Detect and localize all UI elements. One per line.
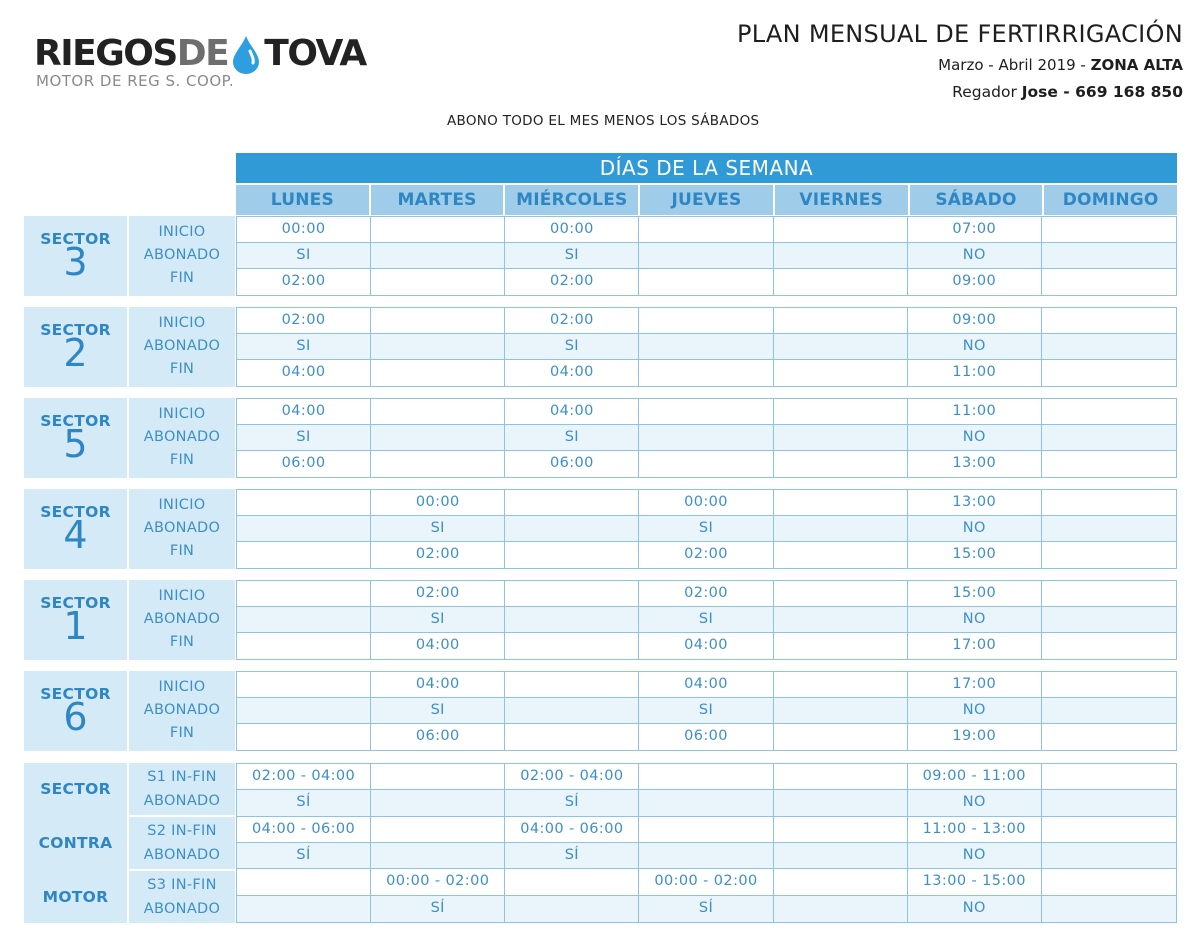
motor-schedule-cell [1042,764,1176,790]
sector-label: SECTOR [40,321,111,339]
motor-schedule-cell [639,843,773,869]
schedule-cell [505,724,639,750]
motor-schedule-cell: SÍ [237,790,371,816]
inicio-label: INICIO [158,224,206,240]
schedule-cell [237,542,371,568]
schedule-cell [1042,633,1176,659]
period-text: Marzo - Abril 2019 - [938,56,1091,74]
day-header: MIÉRCOLES [505,185,638,215]
sector-block [24,580,1177,660]
schedule-cell: SI [237,425,371,451]
motor-schedule-cell: NO [908,790,1042,816]
day-header: MARTES [371,185,504,215]
inicio-label: INICIO [158,497,206,513]
schedule-cell: 11:00 [908,399,1042,425]
schedule-cell [371,399,505,425]
schedule-cell [639,399,773,425]
schedule-cell [505,516,639,542]
motor-schedule-cell [371,843,505,869]
schedule-cell: 00:00 [371,490,505,516]
motor-schedule-cell [774,764,908,790]
schedule-cell [505,542,639,568]
schedule-cell [1042,542,1176,568]
schedule-cell [774,243,908,269]
abonado-label: ABONADO [143,520,221,536]
logo-subtitle: MOTOR DE REG S. COOP. [36,72,235,90]
page-title: PLAN MENSUAL DE FERTIRRIGACIÓN [736,20,1183,48]
motor-schedule-cell [237,869,371,895]
motor-schedule-cell: 04:00 - 06:00 [237,817,371,843]
sector-label: SECTOR [40,594,111,612]
schedule-cell [774,724,908,750]
motor-schedule-cell [1042,869,1176,895]
row-labels [129,216,235,296]
schedule-cell: 02:00 [505,269,639,295]
motor-abonado-label: ABONADO [143,847,221,863]
sector-label: SECTOR [40,230,111,248]
schedule-cell [639,360,773,386]
schedule-cell: 04:00 [505,360,639,386]
schedule-cell: NO [908,243,1042,269]
schedule-cell: 02:00 [505,308,639,334]
sector-schedule-grid [236,307,1177,387]
motor-schedule-cell: SÍ [505,843,639,869]
motor-schedule-cell: SÍ [371,896,505,922]
schedule-cell: 04:00 [237,399,371,425]
schedule-cell: 07:00 [908,217,1042,243]
schedule-cell: 11:00 [908,360,1042,386]
schedule-cell: SI [639,516,773,542]
day-header: SÁBADO [910,185,1043,215]
schedule-cell [505,633,639,659]
motor-schedule-cell [639,817,773,843]
logo-part-tova: TOVA [264,33,366,74]
schedule-cell: 02:00 [237,308,371,334]
schedule-cell [505,490,639,516]
schedule-cell [1042,451,1176,477]
schedule-cell: SI [505,334,639,360]
sector-block [24,216,1177,296]
period-line [938,56,1183,74]
zone-text: ZONA ALTA [1090,56,1183,74]
schedule-cell: SI [371,516,505,542]
fin-label: FIN [169,270,195,286]
schedule-cell [774,490,908,516]
sector-number: 1 [63,604,88,648]
day-header: JUEVES [640,185,773,215]
schedule-cell [639,243,773,269]
schedule-cell [1042,269,1176,295]
schedule-cell [371,425,505,451]
motor-schedule-cell [774,869,908,895]
sector-number: 5 [63,422,88,466]
schedule-cell: 06:00 [639,724,773,750]
schedule-cell [639,425,773,451]
schedule-cell [237,633,371,659]
schedule-cell [1042,698,1176,724]
regador-line [952,83,1183,101]
sector-schedule-grid [236,216,1177,296]
contra-motor-block [24,763,1177,923]
motor-group-label [129,763,235,815]
schedule-cell: 02:00 [371,581,505,607]
schedule-cell [774,581,908,607]
motor-schedule-cell: 02:00 - 04:00 [237,764,371,790]
schedule-cell: 19:00 [908,724,1042,750]
schedule-cell [371,269,505,295]
inicio-label: INICIO [158,588,206,604]
schedule-cell [774,451,908,477]
schedule-cell [505,672,639,698]
motor-schedule-cell [639,764,773,790]
schedule-cell: 04:00 [237,360,371,386]
sector-label-box [24,216,127,296]
sector-label: SECTOR [40,685,111,703]
motor-schedule-cell: SÍ [505,790,639,816]
schedule-cell [371,451,505,477]
motor-schedule-cell [1042,843,1176,869]
fin-label: FIN [169,725,195,741]
schedule-cell [774,217,908,243]
motor-schedule-cell: 00:00 - 02:00 [639,869,773,895]
motor-schedule-cell [774,817,908,843]
schedule-cell: 09:00 [908,308,1042,334]
schedule-cell: SI [371,698,505,724]
schedule-cell: NO [908,607,1042,633]
schedule-cell: 06:00 [505,451,639,477]
sector-schedule-grid [236,580,1177,660]
schedule-cell [639,308,773,334]
sector-block [24,671,1177,751]
motor-schedule-cell [237,896,371,922]
motor-schedule-cell [1042,896,1176,922]
schedule-cell [371,334,505,360]
motor-group-label [129,817,235,869]
motor-schedule-cell [774,843,908,869]
schedule-cell [1042,607,1176,633]
schedule-cell [1042,334,1176,360]
schedule-cell [774,308,908,334]
schedule-cell: 15:00 [908,542,1042,568]
contra-motor-labels [24,763,127,923]
schedule-cell: 13:00 [908,490,1042,516]
schedule-cell: NO [908,334,1042,360]
schedule-cell: NO [908,516,1042,542]
motor-schedule-cell [639,790,773,816]
company-logo [34,28,434,98]
schedule-cell [1042,399,1176,425]
schedule-cell: 00:00 [237,217,371,243]
schedule-cell [774,542,908,568]
schedule-cell: 02:00 [371,542,505,568]
schedule-cell: 02:00 [237,269,371,295]
logo-wordmark [34,34,366,74]
motor-schedule-grid [236,763,1177,923]
schedule-cell: SI [505,425,639,451]
schedule-cell [1042,217,1176,243]
schedule-cell: NO [908,698,1042,724]
motor-schedule-cell [371,790,505,816]
motor-schedule-cell [371,764,505,790]
schedule-cell [371,308,505,334]
sector-label-box [24,307,127,387]
schedule-cell [639,451,773,477]
schedule-cell [1042,672,1176,698]
motor-schedule-cell [371,817,505,843]
motor-infin-label: S3 IN-FIN [147,877,217,893]
water-drop-icon [228,34,264,74]
abonado-label: ABONADO [143,338,221,354]
schedule-cell [774,633,908,659]
schedule-cell: 17:00 [908,633,1042,659]
motor-schedule-cell [505,869,639,895]
regador-contact: Jose - 669 168 850 [1021,83,1183,101]
schedule-cell [237,490,371,516]
inicio-label: INICIO [158,315,206,331]
schedule-cell [774,269,908,295]
schedule-cell [774,672,908,698]
schedule-cell [639,334,773,360]
motor-schedule-cell: 00:00 - 02:00 [371,869,505,895]
schedule-cell: 02:00 [639,581,773,607]
motor-left-label: MOTOR [42,888,109,906]
schedule-cell [1042,360,1176,386]
inicio-label: INICIO [158,406,206,422]
abonado-label: ABONADO [143,429,221,445]
schedule-cell: 04:00 [639,633,773,659]
days-header-title: DÍAS DE LA SEMANA [236,153,1177,183]
motor-schedule-cell: SÍ [639,896,773,922]
motor-schedule-cell [1042,817,1176,843]
schedule-cell: 00:00 [639,490,773,516]
sector-label-box [24,671,127,751]
sector-schedule-grid [236,398,1177,478]
schedule-cell [1042,308,1176,334]
schedule-cell [371,217,505,243]
abonado-label: ABONADO [143,611,221,627]
motor-schedule-cell [505,896,639,922]
logo-part-de: DE [176,33,229,74]
regador-label: Regador [952,83,1022,101]
schedule-cell [237,581,371,607]
schedule-cell [237,607,371,633]
sector-label-box [24,398,127,478]
schedule-note: ABONO TODO EL MES MENOS LOS SÁBADOS [447,113,760,129]
motor-schedule-cell [774,790,908,816]
schedule-cell [1042,243,1176,269]
schedule-cell [774,334,908,360]
sector-block [24,489,1177,569]
schedule-cell: SI [371,607,505,633]
schedule-cell [371,360,505,386]
schedule-cell [371,243,505,269]
day-header: VIERNES [775,185,908,215]
motor-schedule-cell: 13:00 - 15:00 [908,869,1042,895]
schedule-cell [774,516,908,542]
row-labels [129,671,235,751]
sector-number: 3 [63,240,88,284]
logo-part-riegos: RIEGOS [34,33,177,74]
motor-schedule-cell [774,896,908,922]
schedule-cell: 04:00 [639,672,773,698]
sector-label-box [24,580,127,660]
schedule-cell: SI [639,698,773,724]
schedule-cell [774,360,908,386]
abonado-label: ABONADO [143,702,221,718]
schedule-cell [639,217,773,243]
schedule-cell [774,425,908,451]
motor-schedule-cell: NO [908,896,1042,922]
days-header-row [236,185,1177,215]
schedule-cell [774,698,908,724]
schedule-cell [237,672,371,698]
schedule-cell: SI [639,607,773,633]
fin-label: FIN [169,543,195,559]
day-header: DOMINGO [1044,185,1177,215]
fin-label: FIN [169,452,195,468]
schedule-cell [1042,581,1176,607]
schedule-cell: SI [237,334,371,360]
sector-number: 2 [63,331,88,375]
row-labels [129,398,235,478]
schedule-cell [1042,516,1176,542]
sector-label-box [24,489,127,569]
schedule-cell [1042,724,1176,750]
motor-infin-label: S2 IN-FIN [147,823,217,839]
schedule-cell: 00:00 [505,217,639,243]
motor-schedule-cell: 04:00 - 06:00 [505,817,639,843]
schedule-cell: 06:00 [371,724,505,750]
schedule-cell [237,698,371,724]
schedule-cell: 13:00 [908,451,1042,477]
schedule-cell: 04:00 [505,399,639,425]
row-labels [129,580,235,660]
sector-schedule-grid [236,671,1177,751]
motor-left-label: SECTOR [40,780,111,798]
day-header: LUNES [236,185,369,215]
schedule-cell [774,607,908,633]
schedule-cell [1042,490,1176,516]
inicio-label: INICIO [158,679,206,695]
row-labels [129,489,235,569]
motor-schedule-cell: SÍ [237,843,371,869]
motor-abonado-label: ABONADO [143,901,221,917]
motor-abonado-label: ABONADO [143,793,221,809]
abonado-label: ABONADO [143,247,221,263]
sector-schedule-grid [236,489,1177,569]
schedule-cell: 09:00 [908,269,1042,295]
schedule-cell: SI [237,243,371,269]
schedule-cell [774,399,908,425]
schedule-cell [505,607,639,633]
motor-infin-label: S1 IN-FIN [147,769,217,785]
motor-schedule-cell [1042,790,1176,816]
sector-number: 4 [63,513,88,557]
schedule-cell: 04:00 [371,672,505,698]
schedule-cell [237,516,371,542]
fin-label: FIN [169,361,195,377]
schedule-cell: 04:00 [371,633,505,659]
schedule-cell [639,269,773,295]
schedule-cell: NO [908,425,1042,451]
motor-schedule-cell: NO [908,843,1042,869]
fin-label: FIN [169,634,195,650]
motor-group-label [129,871,235,923]
schedule-cell: SI [505,243,639,269]
sector-block [24,307,1177,387]
schedule-cell [505,581,639,607]
schedule-cell: 06:00 [237,451,371,477]
sector-label: SECTOR [40,503,111,521]
schedule-cell: 15:00 [908,581,1042,607]
motor-schedule-cell: 11:00 - 13:00 [908,817,1042,843]
motor-schedule-cell: 02:00 - 04:00 [505,764,639,790]
motor-schedule-cell: 09:00 - 11:00 [908,764,1042,790]
schedule-cell [505,698,639,724]
sector-label: SECTOR [40,412,111,430]
schedule-cell [1042,425,1176,451]
schedule-cell: 02:00 [639,542,773,568]
schedule-cell [237,724,371,750]
row-labels [129,307,235,387]
sector-number: 6 [63,695,88,739]
sector-block [24,398,1177,478]
motor-left-label: CONTRA [38,834,113,852]
schedule-cell: 17:00 [908,672,1042,698]
